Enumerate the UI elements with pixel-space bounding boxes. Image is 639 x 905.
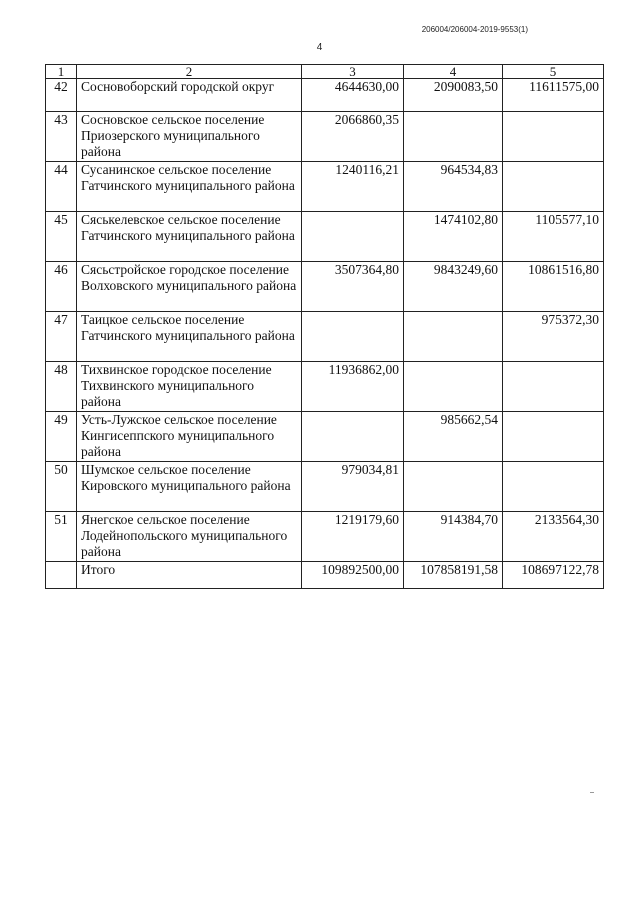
table-row [46, 512, 604, 562]
amount-col5 [503, 112, 604, 162]
document-id: 206004/206004-2019-9553(1) [421, 25, 528, 34]
row-number: 47 [46, 312, 77, 362]
amount-col3 [302, 412, 404, 462]
column-header: 1 [46, 65, 77, 79]
municipality-name: Янегское сельское поселение Лодейнопольского муниципального района [77, 512, 302, 562]
amount-col4 [404, 362, 503, 412]
amount-col3: 2066860,35 [302, 112, 404, 162]
row-number: 48 [46, 362, 77, 412]
total-label: Итого [77, 562, 302, 589]
amount-col4: 2090083,50 [404, 79, 503, 112]
row-number: 45 [46, 212, 77, 262]
amount-col4: 985662,54 [404, 412, 503, 462]
amount-col3: 3507364,80 [302, 262, 404, 312]
amount-col4: 1474102,80 [404, 212, 503, 262]
table-row [46, 112, 604, 162]
page-number: 4 [316, 42, 323, 53]
table-row [46, 212, 604, 262]
amount-col3: 1219179,60 [302, 512, 404, 562]
amount-col5 [503, 412, 604, 462]
amount-col3: 11936862,00 [302, 362, 404, 412]
total-col4: 107858191,58 [404, 562, 503, 589]
municipality-name: Таицкое сельское поселение Гатчинского муниципального района [77, 312, 302, 362]
total-col3: 109892500,00 [302, 562, 404, 589]
row-number: 43 [46, 112, 77, 162]
municipality-name: Шумское сельское поселение Кировского муниципального района [77, 462, 302, 512]
table-row [46, 362, 604, 412]
amount-col5 [503, 462, 604, 512]
amount-col5: 1105577,10 [503, 212, 604, 262]
table-row [46, 462, 604, 512]
municipality-name: Сусанинское сельское поселение Гатчинского муниципального района [77, 162, 302, 212]
amount-col3: 1240116,21 [302, 162, 404, 212]
row-number: 50 [46, 462, 77, 512]
table-row [46, 162, 604, 212]
amount-col4 [404, 462, 503, 512]
row-number: 49 [46, 412, 77, 462]
table-row [46, 312, 604, 362]
amount-col4 [404, 312, 503, 362]
amount-col3 [302, 312, 404, 362]
column-header: 5 [503, 65, 604, 79]
amount-col5: 2133564,30 [503, 512, 604, 562]
table-header-row [46, 65, 604, 79]
row-number: 44 [46, 162, 77, 212]
total-col5: 108697122,78 [503, 562, 604, 589]
amount-col3 [302, 212, 404, 262]
total-row [46, 562, 604, 589]
amount-col3: 4644630,00 [302, 79, 404, 112]
budget-table [45, 64, 604, 589]
amount-col4: 964534,83 [404, 162, 503, 212]
total-number-cell [46, 562, 77, 589]
row-number: 51 [46, 512, 77, 562]
table-row [46, 262, 604, 312]
amount-col5: 10861516,80 [503, 262, 604, 312]
table-row [46, 79, 604, 112]
column-header: 3 [302, 65, 404, 79]
municipality-name: Сяськелевское сельское поселение Гатчинского муниципального района [77, 212, 302, 262]
scan-speck [590, 792, 594, 793]
municipality-name: Сосновоборский городской округ [77, 79, 302, 112]
municipality-name: Тихвинское городское поселение Тихвинского муниципального района [77, 362, 302, 412]
table-row [46, 412, 604, 462]
amount-col4: 9843249,60 [404, 262, 503, 312]
column-header: 4 [404, 65, 503, 79]
municipality-name: Сосновское сельское поселение Приозерского муниципального района [77, 112, 302, 162]
amount-col5 [503, 362, 604, 412]
row-number: 46 [46, 262, 77, 312]
amount-col5: 975372,30 [503, 312, 604, 362]
column-header: 2 [77, 65, 302, 79]
amount-col5 [503, 162, 604, 212]
amount-col4 [404, 112, 503, 162]
municipality-name: Сясьстройское городское поселение Волховского муниципального района [77, 262, 302, 312]
amount-col5: 11611575,00 [503, 79, 604, 112]
municipality-name: Усть-Лужское сельское поселение Кингисеппского муниципального района [77, 412, 302, 462]
amount-col3: 979034,81 [302, 462, 404, 512]
amount-col4: 914384,70 [404, 512, 503, 562]
row-number: 42 [46, 79, 77, 112]
